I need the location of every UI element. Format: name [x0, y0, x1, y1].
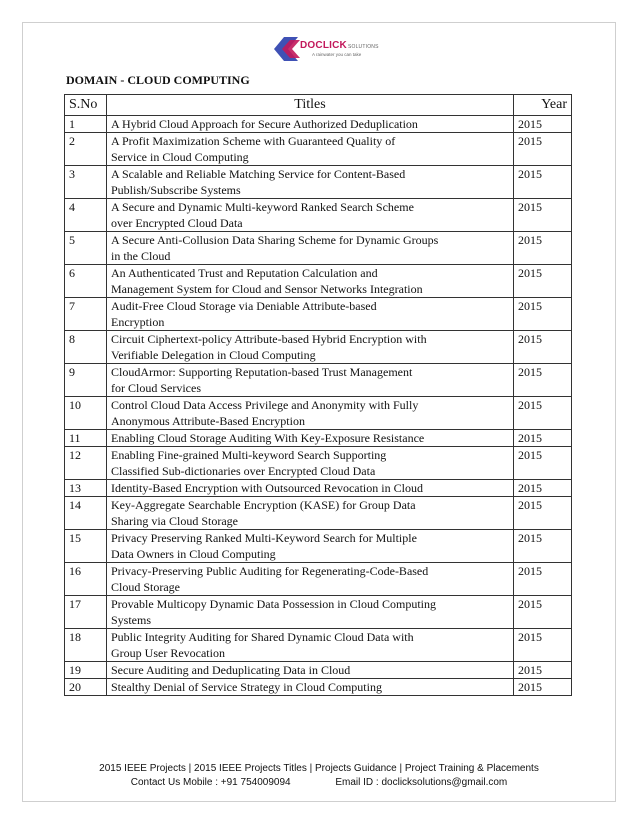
- domain-title: DOMAIN - CLOUD COMPUTING: [66, 73, 250, 87]
- cell-year: 2015: [514, 447, 572, 480]
- table-row: [65, 596, 572, 629]
- cell-title: Privacy-Preserving Public Auditing for Regenerating-Code-Based Cloud Storage: [107, 563, 514, 596]
- footer: [0, 762, 638, 790]
- cell-sno: 15: [65, 530, 107, 563]
- cell-year: 2015: [514, 563, 572, 596]
- cell-title: A Profit Maximization Scheme with Guaranteed Quality of Service in Cloud Computing: [107, 133, 514, 166]
- footer-line: 2015 IEEE Projects | 2015 IEEE Projects Titles | Projects Guidance | Project Training & Placements: [99, 763, 539, 774]
- table-row: [65, 166, 572, 199]
- cell-sno: 8: [65, 331, 107, 364]
- table-row: [65, 331, 572, 364]
- table-row: [65, 563, 572, 596]
- cell-sno: 6: [65, 265, 107, 298]
- cell-year: 2015: [514, 232, 572, 265]
- cell-year: 2015: [514, 480, 572, 497]
- cell-sno: 4: [65, 199, 107, 232]
- table-row: [65, 397, 572, 430]
- cell-title: Provable Multicopy Dynamic Data Possession in Cloud Computing Systems: [107, 596, 514, 629]
- logo-brand: DOCLICKSOLUTIONS: [300, 40, 379, 51]
- cell-year: 2015: [514, 629, 572, 662]
- table-body: [65, 116, 572, 696]
- cell-year: 2015: [514, 430, 572, 447]
- table-row: [65, 480, 572, 497]
- cell-title: A Hybrid Cloud Approach for Secure Authorized Deduplication: [107, 116, 514, 133]
- cell-sno: 19: [65, 662, 107, 679]
- cell-sno: 3: [65, 166, 107, 199]
- cell-title: An Authenticated Trust and Reputation Calculation and Management System for Cloud and Sensor Networks Integration: [107, 265, 514, 298]
- table-header-row: [65, 95, 572, 116]
- logo-suffix: SOLUTIONS: [347, 44, 379, 50]
- table-row: [65, 232, 572, 265]
- table-row: [65, 629, 572, 662]
- cell-year: 2015: [514, 596, 572, 629]
- cell-sno: 7: [65, 298, 107, 331]
- cell-title: CloudArmor: Supporting Reputation-based Trust Management for Cloud Services: [107, 364, 514, 397]
- table-row: [65, 530, 572, 563]
- cell-year: 2015: [514, 530, 572, 563]
- cell-sno: 20: [65, 679, 107, 696]
- table-row: [65, 298, 572, 331]
- cell-year: 2015: [514, 331, 572, 364]
- footer-contact: [0, 776, 638, 790]
- column-header-year: Year: [514, 95, 572, 116]
- cell-sno: 13: [65, 480, 107, 497]
- cell-title: Privacy Preserving Ranked Multi-Keyword Search for Multiple Data Owners in Cloud Computing: [107, 530, 514, 563]
- cell-sno: 16: [65, 563, 107, 596]
- cell-title: Secure Auditing and Deduplicating Data in Cloud: [107, 662, 514, 679]
- cell-sno: 9: [65, 364, 107, 397]
- cell-title: A Secure Anti-Collusion Data Sharing Scheme for Dynamic Groups in the Cloud: [107, 232, 514, 265]
- cell-sno: 17: [65, 596, 107, 629]
- cell-title: Key-Aggregate Searchable Encryption (KASE) for Group Data Sharing via Cloud Storage: [107, 497, 514, 530]
- column-header-titles: Titles: [107, 95, 514, 116]
- cell-sno: 14: [65, 497, 107, 530]
- cell-sno: 12: [65, 447, 107, 480]
- cell-year: 2015: [514, 116, 572, 133]
- cell-year: 2015: [514, 166, 572, 199]
- table-row: [65, 116, 572, 133]
- cell-title: Control Cloud Data Access Privilege and Anonymity with Fully Anonymous Attribute-Based Encryption: [107, 397, 514, 430]
- cell-sno: 10: [65, 397, 107, 430]
- logo-tagline: A rainwater you can take: [312, 52, 362, 57]
- cell-title: Audit-Free Cloud Storage via Deniable Attribute-based Encryption: [107, 298, 514, 331]
- cell-title: A Secure and Dynamic Multi-keyword Ranked Search Scheme over Encrypted Cloud Data: [107, 199, 514, 232]
- table-row: [65, 497, 572, 530]
- table-row: [65, 199, 572, 232]
- cell-year: 2015: [514, 364, 572, 397]
- cell-sno: 11: [65, 430, 107, 447]
- cell-sno: 5: [65, 232, 107, 265]
- logo-text: [300, 40, 379, 57]
- cell-sno: 2: [65, 133, 107, 166]
- cell-year: 2015: [514, 265, 572, 298]
- cell-sno: 18: [65, 629, 107, 662]
- cell-year: 2015: [514, 397, 572, 430]
- cell-title: Circuit Ciphertext-policy Attribute-based Hybrid Encryption with Verifiable Delegation in Cloud Computing: [107, 331, 514, 364]
- table-row: [65, 364, 572, 397]
- cell-title: Enabling Fine-grained Multi-keyword Search Supporting Classified Sub-dictionaries over Encrypted Cloud Data: [107, 447, 514, 480]
- cell-title: Stealthy Denial of Service Strategy in Cloud Computing: [107, 679, 514, 696]
- table-row: [65, 430, 572, 447]
- cell-title: Enabling Cloud Storage Auditing With Key-Exposure Resistance: [107, 430, 514, 447]
- cell-title: Identity-Based Encryption with Outsourced Revocation in Cloud: [107, 480, 514, 497]
- column-header-sno: S.No: [65, 95, 107, 116]
- cell-title: Public Integrity Auditing for Shared Dynamic Cloud Data with Group User Revocation: [107, 629, 514, 662]
- table-row: [65, 447, 572, 480]
- cell-sno: 1: [65, 116, 107, 133]
- table-row: [65, 265, 572, 298]
- cell-year: 2015: [514, 133, 572, 166]
- cell-year: 2015: [514, 497, 572, 530]
- cell-year: 2015: [514, 298, 572, 331]
- table-row: [65, 679, 572, 696]
- contact-email: Email ID : doclicksolutions@gmail.com: [335, 777, 508, 788]
- project-titles-table: [64, 94, 572, 696]
- cell-year: 2015: [514, 662, 572, 679]
- cell-year: 2015: [514, 679, 572, 696]
- cell-title: A Scalable and Reliable Matching Service for Content-Based Publish/Subscribe Systems: [107, 166, 514, 199]
- table-row: [65, 662, 572, 679]
- table-row: [65, 133, 572, 166]
- cell-year: 2015: [514, 199, 572, 232]
- contact-mobile: Contact Us Mobile : +91 754009094: [130, 777, 291, 788]
